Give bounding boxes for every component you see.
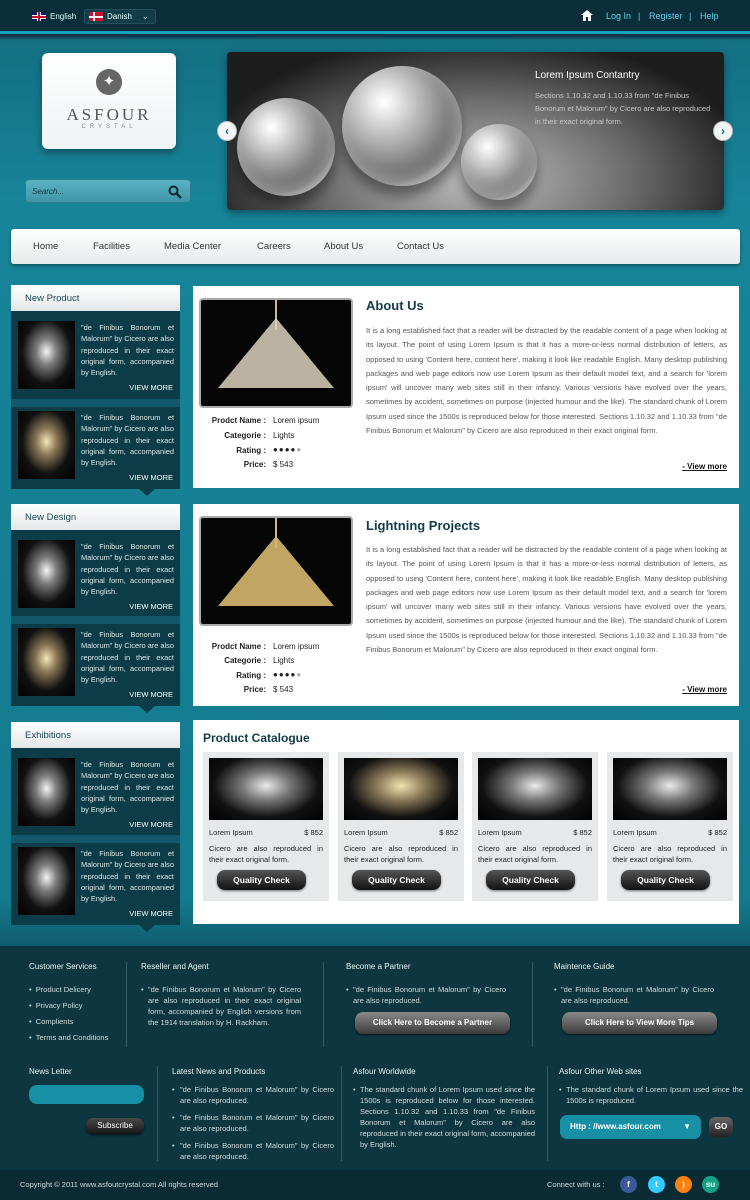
slider-next-button[interactable]: › [713,121,733,141]
sidebox-new-design [11,504,180,706]
panel-body: It is a long established fact that a reader will be distracted by the readable content of a page when looking at its layout. The point of using Lorem Ipsum is that it has a more-or-less normal distribution of letters, as opposed to using 'Content here, content here', making it look like readable English. Many desktop publishing packages and web page editors now use Lorem Ipsum as their default model text, and a search for 'lorem ipsum' will uncover many web sites still in their infancy. Various versions have evolved over the years, sometimes by accident, sometimes on purpose (injected humour and the like). The standard chunk of Lorem Ipsum used since the 1500s is reproduced below for those interested. Sections 1.10.32 and 1.10.33 from "de Finibus Bonorum et Malorum" by Cicero are also reproduced in their exact original form. [366,326,727,436]
side-item [11,837,180,925]
subscribe-button[interactable]: Subscribe [86,1118,144,1134]
separator: | [638,11,641,21]
chandelier-thumbnail[interactable] [18,321,75,389]
view-more-link[interactable]: VIEW MORE [129,473,173,482]
price-value: $ 543 [273,460,294,469]
about-us-panel [193,286,739,488]
footer-heading: Maintence Guide [554,962,615,971]
twitter-icon[interactable]: t [648,1176,665,1193]
chandelier-thumbnail[interactable] [18,540,75,608]
rating-dot-filled: ● [290,445,297,454]
product-name: Lorem Ipsum [478,828,522,837]
product-image[interactable] [613,758,727,820]
rating-dot-empty: ● [296,670,303,679]
hero-slider [227,52,724,210]
sidebox-header [11,722,180,748]
category-value: Lights [273,656,295,665]
quality-check-button[interactable]: Quality Check [352,870,441,890]
pointer-decoration [139,925,155,932]
rating-dot-filled: ● [278,670,285,679]
product-price: $ 852 [304,828,323,837]
divider [157,1066,158,1161]
news-item[interactable]: • "de Finibus Bonorum et Malorum" by Cicero are also reproduced. [172,1113,334,1133]
footer-text-content: "de Finibus Bonorum et Malorum" by Cicero are also reproduced in their exact original form, accompanied by English versions from the 1914 translation by H. Rackham. [148,985,301,1027]
product-desc: Cicero are also reproduced in their exact original form. [613,844,727,864]
search-icon[interactable] [168,185,182,199]
chandelier-thumbnail[interactable] [18,411,75,479]
search-box [25,179,191,203]
catalogue-title: Product Catalogue [203,731,310,745]
footer-heading: Reseller and Agent [141,962,209,971]
view-more-link[interactable]: - View more [682,462,727,471]
product-image[interactable] [478,758,592,820]
catalogue-card [607,752,733,901]
lang-english[interactable] [28,9,82,24]
view-tips-button[interactable]: Click Here to View More Tips [562,1012,717,1034]
view-more-link[interactable]: - View more [682,685,727,694]
price-label: Price: [243,685,266,694]
register-link[interactable]: Register [649,11,683,21]
search-input[interactable] [32,184,162,199]
facebook-icon[interactable]: f [620,1176,637,1193]
slide-text: Sections 1.10.32 and 1.10.33 from "de Finibus Bonorum et Malorum" by Cicero are also reproduced in their exact original form. [535,91,711,126]
pointer-decoration [139,706,155,713]
side-item-text: "de Finibus Bonorum et Malorum" by Cicero are also reproduced in their exact original form, accompanied by English. [81,630,174,685]
product-image[interactable] [209,758,323,820]
product-price: $ 852 [708,828,727,837]
side-item [11,748,180,836]
view-more-link[interactable]: VIEW MORE [129,909,173,918]
footer-link[interactable]: • Privacy Policy [29,1001,83,1010]
footer-heading: Asfour Other Web sites [559,1067,642,1076]
divider [532,962,533,1047]
rating-dot-filled: ● [284,670,291,679]
stumbleupon-icon[interactable]: su [702,1176,719,1193]
product-desc: Cicero are also reproduced in their exact original form. [209,844,323,864]
divider [126,962,127,1047]
crystal-ball-image [461,124,537,200]
login-link[interactable]: Log In [606,11,632,21]
side-item [11,311,180,399]
divider [547,1066,548,1161]
footer-link-label: Product Delicery [35,985,91,994]
footer-text: • "de Finibus Bonorum et Malorum" by Cicero are also reproduced. [346,985,506,1005]
news-item[interactable]: • "de Finibus Bonorum et Malorum" by Cicero are also reproduced. [172,1085,334,1105]
product-name-value: Lorem ipsum [273,416,320,425]
footer-heading: Customer Services [29,962,97,971]
footer-heading: Latest News and Products [172,1067,266,1076]
side-item [11,618,180,706]
quality-check-button[interactable]: Quality Check [217,870,306,890]
product-name: Lorem Ipsum [209,828,253,837]
sidebox-header [11,504,180,530]
nav-contact-us[interactable]: Contact Us [397,241,444,252]
side-item-text: "de Finibus Bonorum et Malorum" by Cicero are also reproduced in their exact original form, accompanied by English. [81,542,174,597]
product-price: $ 852 [439,828,458,837]
chevron-down-icon: ⌄ [141,12,149,21]
category-label: Categorie : [224,431,266,440]
sidebox-title: Exhibitions [25,730,71,741]
logo-name: ASFOUR [66,105,152,124]
main-nav [11,229,740,264]
chandelier-thumbnail[interactable] [18,758,75,826]
news-item-text: "de Finibus Bonorum et Malorum" by Cicero are also reproduced. [180,1113,334,1133]
footer-heading: News Letter [29,1067,72,1076]
rating-dot-filled: ● [290,670,297,679]
product-name-value: Lorem ipsum [273,642,320,651]
lightning-projects-panel [193,504,739,706]
view-more-label: View more [687,462,727,471]
footer-link[interactable]: • Complients [29,1017,74,1026]
quality-check-button[interactable]: Quality Check [486,870,575,890]
product-name-label: Prodct Name : [211,416,266,425]
sidebox-header [11,285,180,311]
sidebox-new-product [11,285,180,489]
footer-heading: Asfour Worldwide [353,1067,416,1076]
footer-text: • The standard chunk of Lorem Ipsum used since the 1500s is reproduced. [559,1085,743,1105]
rating-dot-filled: ● [284,445,291,454]
product-image[interactable] [344,758,458,820]
rating-label: Rating : [236,671,266,680]
view-more-link[interactable]: VIEW MORE [129,690,173,699]
nav-media-center[interactable]: Media Center [164,241,222,252]
footer-text-content: The standard chunk of Lorem Ipsum used since the 1500s is reproduced. [566,1085,743,1105]
product-name-label: Prodct Name : [211,642,266,651]
chandelier-image[interactable] [199,516,353,626]
view-more-link[interactable]: VIEW MORE [129,602,173,611]
sidebox-title: New Design [25,512,77,523]
crystal-ball-image [237,98,335,196]
rating-dot-filled: ● [273,670,279,679]
price-label: Price: [243,460,266,469]
view-more-link[interactable]: VIEW MORE [129,383,173,392]
uk-flag-icon [32,12,46,21]
quality-check-button[interactable]: Quality Check [621,870,710,890]
rss-icon[interactable]: ) [675,1176,692,1193]
footer-link-label: Complients [35,1017,74,1026]
price-value: $ 543 [273,685,294,694]
side-item-text: "de Finibus Bonorum et Malorum" by Cicero are also reproduced in their exact original form, accompanied by English. [81,323,174,378]
lang-danish-label: Danish [107,12,132,21]
go-button[interactable]: GO [709,1117,733,1137]
home-icon[interactable] [580,9,594,22]
panel-title: About Us [366,298,424,313]
nav-careers[interactable]: Careers [257,241,291,252]
side-item [11,530,180,618]
catalogue-card [472,752,598,901]
rating-label: Rating : [236,446,266,455]
view-more-link[interactable]: VIEW MORE [129,820,173,829]
product-desc: Cicero are also reproduced in their exact original form. [344,844,458,864]
newsletter-email-input[interactable] [29,1085,144,1104]
nav-about-us[interactable]: About Us [324,241,364,252]
denmark-flag-icon [89,12,103,21]
rating-dots [273,445,302,454]
view-more-label: View more [687,685,727,694]
help-link[interactable]: Help [700,11,719,21]
footer-link[interactable]: • Product Delicery [29,985,91,994]
sidebox-exhibitions [11,722,180,925]
footer-text-content: "de Finibus Bonorum et Malorum" by Cicero are also reproduced. [353,985,506,1005]
separator: | [689,11,692,21]
connect-label: Connect with us : [547,1180,605,1189]
side-item-text: "de Finibus Bonorum et Malorum" by Cicero are also reproduced in their exact original form, accompanied by English. [81,413,174,468]
rating-dot-filled: ● [273,445,279,454]
category-label: Categorie : [224,656,266,665]
category-value: Lights [273,431,295,440]
website-select[interactable] [560,1115,701,1139]
side-item-text: "de Finibus Bonorum et Malorum" by Cicero are also reproduced in their exact original form, accompanied by English. [81,849,174,904]
footer-text-content: The standard chunk of Lorem Ipsum used since the 1500s is reproduced below for those interested. Sections 1.10.32 and 1.10.33 from "de Finibus Bonorum et Malorum" by Cicero are also reproduced in their exact original form, accompanied by English. [360,1085,535,1149]
footer-heading: Become a Partner [346,962,411,971]
footer-link[interactable]: • Terms and Conditions [29,1033,109,1042]
logo[interactable] [42,53,176,149]
chandelier-image[interactable] [199,298,353,408]
news-item-text: "de Finibus Bonorum et Malorum" by Cicero are also reproduced. [180,1141,334,1161]
lang-danish-dropdown[interactable] [84,9,156,24]
rating-dot-filled: ● [278,445,285,454]
crystal-ball-image [342,66,462,186]
pointer-decoration [139,489,155,496]
rating-dots [273,670,302,679]
catalogue-card [338,752,464,901]
side-item-text: "de Finibus Bonorum et Malorum" by Cicero are also reproduced in their exact original form, accompanied by English. [81,760,174,815]
chandelier-thumbnail[interactable] [18,628,75,696]
panel-body: It is a long established fact that a reader will be distracted by the readable content of a page when looking at its layout. The point of using Lorem Ipsum is that it has a more-or-less normal distribution of letters, as opposed to using 'Content here, content here', making it look like readable English. Many desktop publishing packages and web page editors now use Lorem Ipsum as their default model text, and a search for 'lorem ipsum' will uncover many web sites still in their infancy. Various versions have evolved over the years, sometimes by accident, sometimes on purpose (injected humour and the like). The standard chunk of Lorem Ipsum used since the 1500s is reproduced below for those interested. Sections 1.10.32 and 1.10.33 from "de Finibus Bonorum et Malorum" by Cicero are also reproduced in their exact original form. [366,545,727,655]
divider [341,1066,342,1161]
slide-title: Lorem Ipsum Contantry [535,70,640,81]
footer-link-label: Privacy Policy [35,1001,83,1010]
logo-subtitle: CRYSTAL [81,124,137,130]
copyright: Copyright © 2011 www.asfoutcrystal.com All rights reserved [20,1180,218,1189]
dove-icon: ✦ [96,69,122,95]
product-catalogue-panel [193,720,739,924]
footer-text: • The standard chunk of Lorem Ipsum used since the 1500s is reproduced below for those interested. Sections 1.10.32 and 1.10.33 from "de Finibus Bonorum et Malorum" by Cicero are also reproduced in their exact original form, accompanied by English. [353,1085,535,1149]
product-name: Lorem Ipsum [344,828,388,837]
become-partner-button[interactable]: Click Here to Become a Partner [355,1012,510,1034]
product-name: Lorem Ipsum [613,828,657,837]
catalogue-card [203,752,329,901]
footer-text-content: "de Finibus Bonorum et Malorum" by Cicero are also reproduced. [561,985,714,1005]
nav-facilities[interactable]: Facilities [93,241,130,252]
panel-title: Lightning Projects [366,518,481,533]
side-item [11,401,180,489]
footer-text: • "de Finibus Bonorum et Malorum" by Cicero are also reproduced in their exact original form, accompanied by English versions from the 1914 translation by H. Rackham. [141,985,301,1027]
nav-home[interactable]: Home [33,241,59,252]
news-item[interactable]: • "de Finibus Bonorum et Malorum" by Cicero are also reproduced. [172,1141,334,1161]
product-price: $ 852 [573,828,592,837]
product-desc: Cicero are also reproduced in their exact original form. [478,844,592,864]
footer-text: • "de Finibus Bonorum et Malorum" by Cicero are also reproduced. [554,985,714,1005]
caret-down-icon: ▼ [683,1122,691,1131]
rating-dot-empty: ● [296,445,303,454]
lang-english-label: English [50,12,77,21]
website-select-value: Http : //www.asfour.com [570,1122,661,1131]
slider-prev-button[interactable]: ‹ [217,121,237,141]
news-item-text: "de Finibus Bonorum et Malorum" by Cicero are also reproduced. [180,1085,334,1105]
sidebox-title: New Product [25,293,80,304]
divider [323,962,324,1047]
footer-link-label: Terms and Conditions [35,1033,109,1042]
chandelier-thumbnail[interactable] [18,847,75,915]
